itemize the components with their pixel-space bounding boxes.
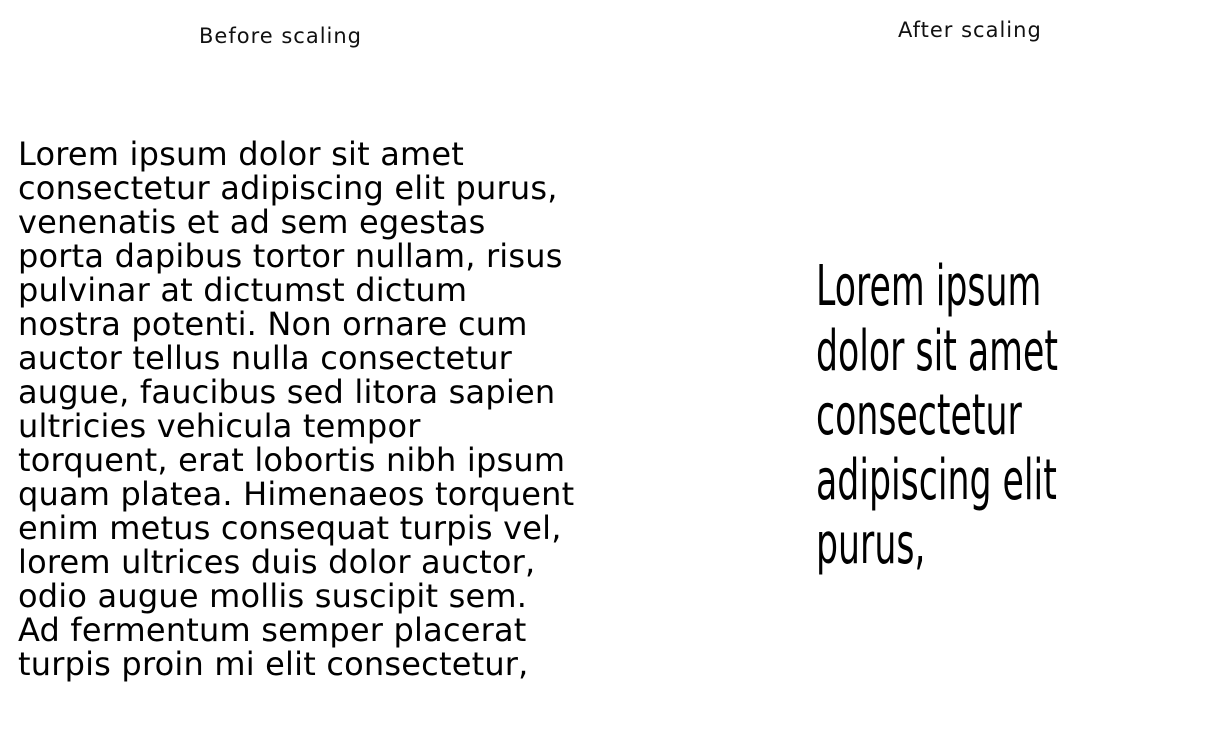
text-line: odio augue mollis suscipit sem.: [18, 577, 528, 615]
text-line: lorem ultrices duis dolor auctor,: [18, 543, 536, 581]
text-line: ultricies vehicula tempor: [18, 407, 421, 445]
text-line: Ad fermentum semper placerat: [18, 611, 527, 649]
text-line: enim metus consequat turpis vel,: [18, 509, 562, 547]
text-line: turpis proin mi elit consectetur,: [18, 645, 529, 683]
scaled-text-line: consectetur: [816, 383, 1022, 448]
text-line: augue, faucibus sed litora sapien: [18, 373, 556, 411]
before-scaling-text: [18, 137, 618, 681]
text-line: consectetur adipiscing elit purus,: [18, 169, 558, 207]
text-line: porta dapibus tortor nullam, risus: [18, 237, 563, 275]
text-line: pulvinar at dictumst dictum: [18, 271, 468, 309]
text-line: venenatis et ad sem egestas: [18, 203, 486, 241]
text-line: quam platea. Himenaeos torquent: [18, 475, 575, 513]
scaled-text-line: dolor sit amet: [816, 318, 1058, 384]
text-line: torquent, erat lobortis nibh ipsum: [18, 441, 566, 479]
after-scaling-text: [816, 254, 1058, 578]
scaled-text-line: Lorem ipsum: [816, 254, 1042, 319]
after-scaling-label: After scaling: [898, 18, 1042, 42]
scaled-text-line: adipiscing elit: [816, 447, 1057, 513]
text-line: auctor tellus nulla consectetur: [18, 339, 513, 377]
before-scaling-label: Before scaling: [199, 24, 362, 48]
scaled-text-line: purus,: [816, 512, 926, 577]
text-line: Lorem ipsum dolor sit amet: [18, 135, 465, 173]
text-line: nostra potenti. Non ornare cum: [18, 305, 528, 343]
